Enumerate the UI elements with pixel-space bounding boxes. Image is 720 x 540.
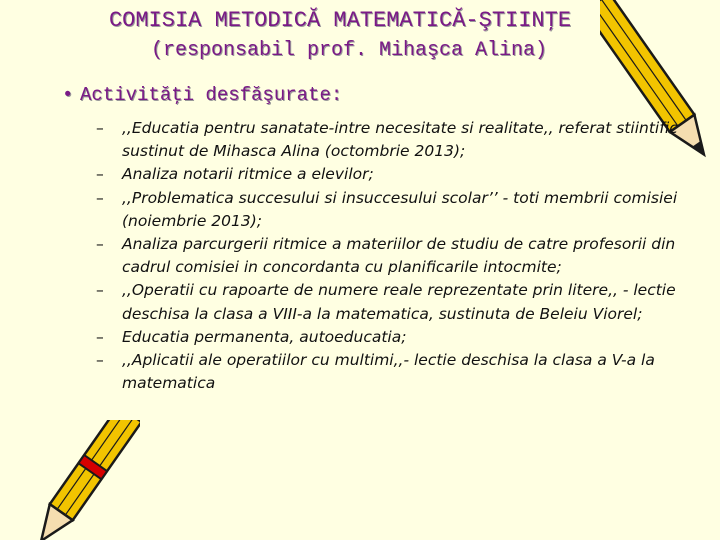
section-heading-text: Activităţi desfăşurate: <box>80 84 343 106</box>
list-item-text: ,,Educatia pentru sanatate-intre necesitate si realitate,, referat stiintific sustinut de Mihasca Alina (octombrie 2013); <box>122 119 678 161</box>
list-item-text: ,,Operatii cu rapoarte de numere reale reprezentate prin litere,, - lectie deschisa la clasa a VIII-a la matematica, sustinuta de Beleiu Viorel; <box>122 281 676 323</box>
list-item <box>96 349 686 395</box>
list-item <box>96 187 686 233</box>
dash-marker: – <box>96 281 104 300</box>
title-line-2: (responsabil prof. Mihaşca Alina) <box>150 39 548 62</box>
list-item-text: Analiza notarii ritmice a elevilor; <box>122 165 374 184</box>
list-item <box>96 163 686 186</box>
title-line-1: COMISIA METODICĂ MATEMATICĂ-ŞTIINŢE <box>108 8 572 33</box>
list-item <box>96 117 686 163</box>
list-item-text: Educatia permanenta, autoeducatia; <box>122 327 407 346</box>
list-item-text: ,,Problematica succesului si insuccesului scolar’’ - toti membrii comisiei (noiembrie 2013); <box>122 188 678 230</box>
list-item <box>96 326 686 349</box>
dash-marker: – <box>96 119 104 137</box>
dash-marker: – <box>96 165 104 184</box>
list-item-text: Analiza parcurgerii ritmice a materiilor de studiu de catre profesorii din cadrul comisiei in concordanta cu planificarile intocmite; <box>122 235 676 277</box>
dash-marker: – <box>96 235 104 254</box>
activities-list <box>96 117 686 395</box>
dash-marker: – <box>96 327 104 346</box>
list-item-text: ,,Aplicatii ale operatiilor cu multimi,,- lectie deschisa la clasa a V-a la matematica <box>122 351 655 393</box>
pencil-icon <box>30 420 140 540</box>
section-heading <box>62 84 342 106</box>
bullet-marker: • <box>62 84 74 106</box>
slide-title <box>0 6 680 66</box>
dash-marker: – <box>96 351 104 370</box>
list-item <box>96 233 686 279</box>
list-item <box>96 279 686 325</box>
dash-marker: – <box>96 188 104 207</box>
